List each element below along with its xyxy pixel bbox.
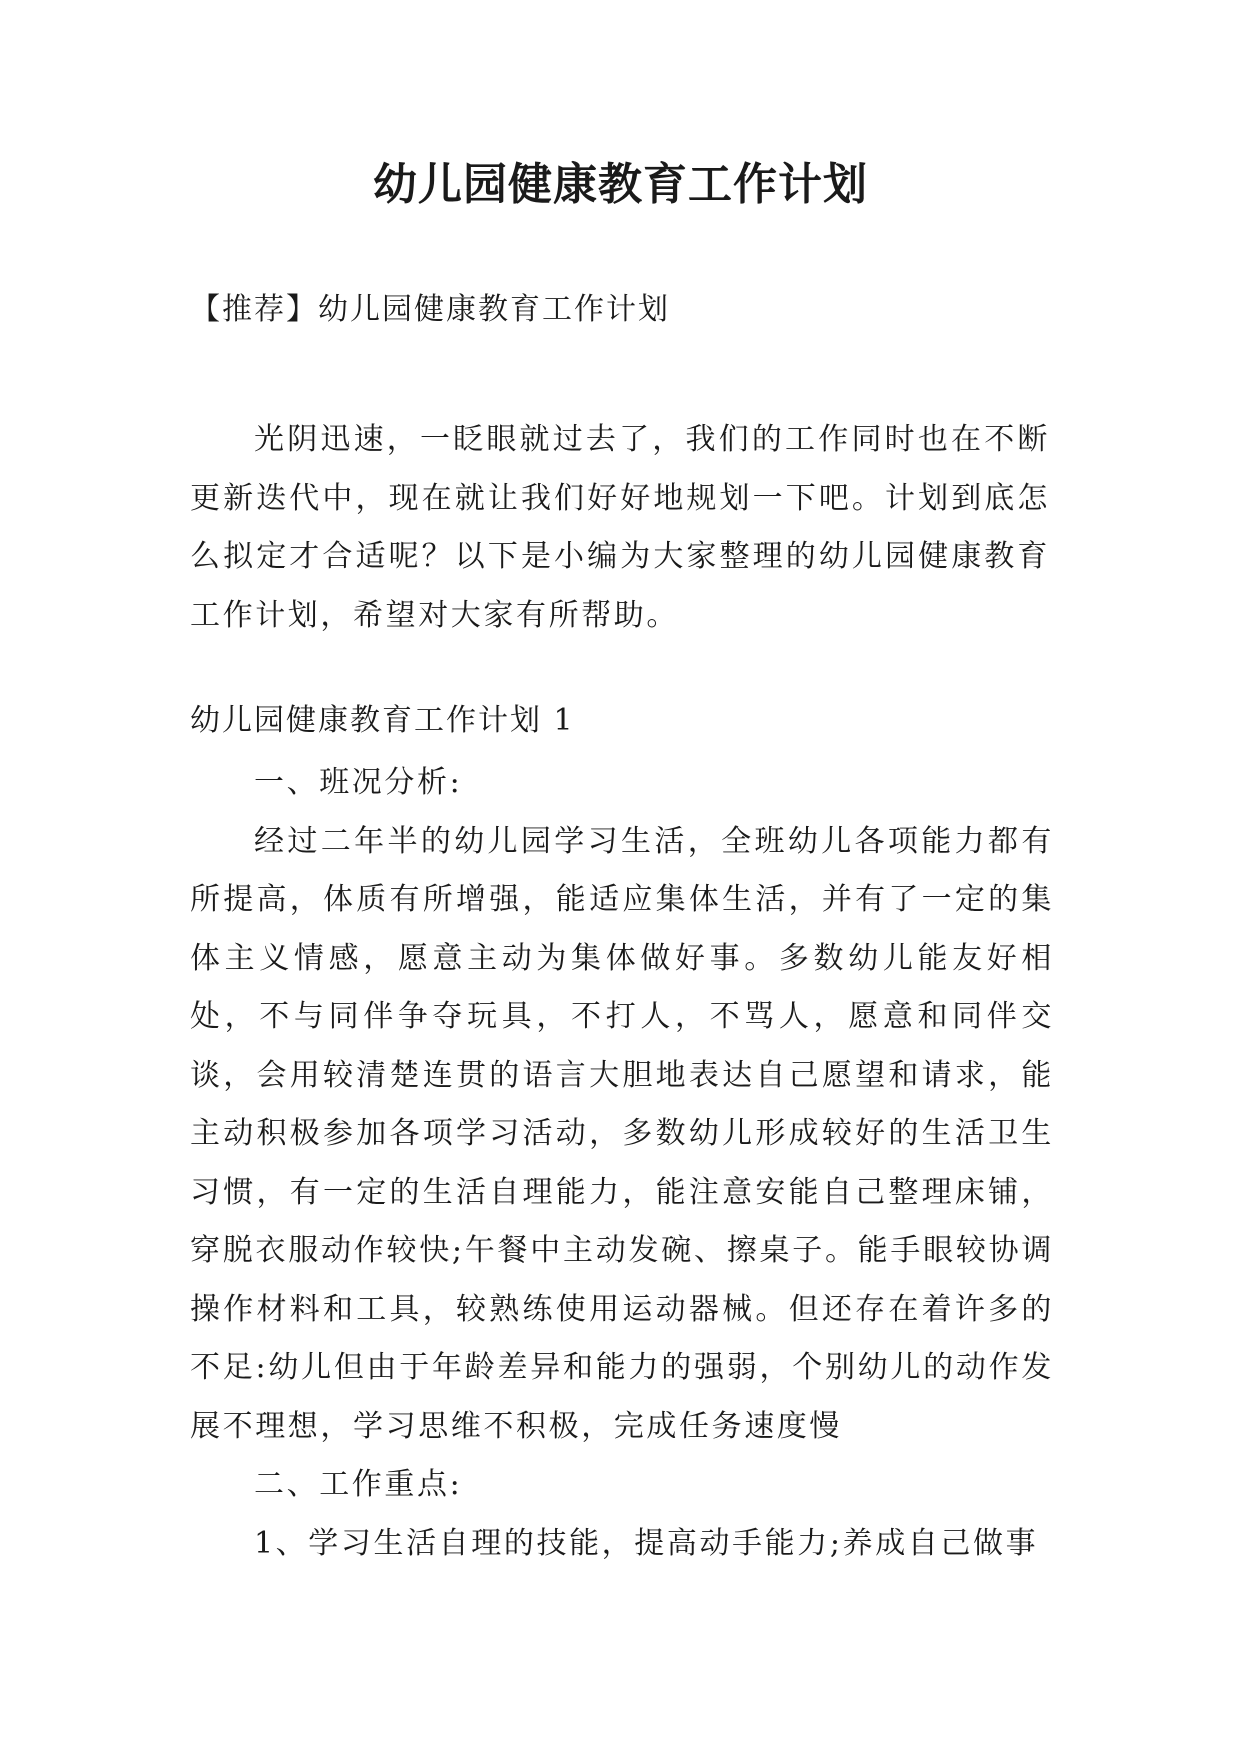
section-title: 幼儿园健康教育工作计划 1 bbox=[190, 703, 575, 738]
heading-work-focus: 二、工作重点: bbox=[254, 1467, 463, 1502]
intro-paragraph: 光阴迅速，一眨眼就过去了，我们的工作同时也在不断更新迭代中，现在就让我们好好地规划一下吧。计划到底怎么拟定才合适呢？以下是小编为大家整理的幼儿园健康教育工作计划，希望对大家有所帮助。 bbox=[190, 422, 1050, 633]
document-title: 幼儿园健康教育工作计划 bbox=[373, 159, 868, 210]
section-body bbox=[190, 754, 1054, 1573]
recommend-line: 【推荐】幼儿园健康教育工作计划 bbox=[190, 292, 670, 327]
heading-class-analysis: 一、班况分析: bbox=[254, 765, 463, 800]
paragraph-class-analysis: 经过二年半的幼儿园学习生活，全班幼儿各项能力都有所提高，体质有所增强，能适应集体生活，并有了一定的集体主义情感，愿意主动为集体做好事。多数幼儿能友好相处，不与同伴争夺玩具，不打人，不骂人，愿意和同伴交谈，会用较清楚连贯的语言大胆地表达自己愿望和请求，能主动积极参加各项学习活动，多数幼儿形成较好的生活卫生习惯，有一定的生活自理能力，能注意安能自己整理床铺，穿脱衣服动作较快;午餐中主动发碗、擦桌子。能手眼较协调操作材料和工具，较熟练使用运动器械。但还存在着许多的不足:幼儿但由于年龄差异和能力的强弱，个别幼儿的动作发展不理想，学习思维不积极，完成任务速度慢 bbox=[190, 823, 1054, 1444]
list-item: 1、学习生活自理的技能，提高动手能力;养成自己做事 bbox=[254, 1525, 1039, 1561]
